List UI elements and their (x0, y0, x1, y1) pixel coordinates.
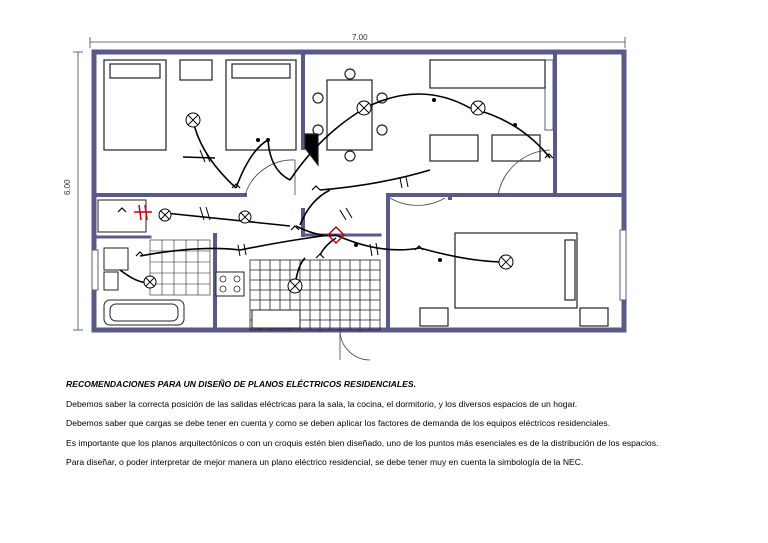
recommendations-section (66, 375, 756, 473)
recommendation-paragraph-2: Debemos saber que cargas se debe tener en cuenta y como se deben aplicar los factores de demanda de los equipos eléctricos residenciales. (66, 418, 611, 429)
dimension-height-label: 6.00 (63, 179, 72, 195)
recommendation-paragraph-3: Es importante que los planos arquitectónicos o con un croquis estén bien diseñado, uno de los puntos más esenciales es de la distribución de los espacios. (66, 437, 659, 448)
bedroom-2-furniture (420, 233, 608, 326)
recommendations-title: RECOMENDACIONES PARA UN DISEÑO DE PLANOS ELÉCTRICOS RESIDENCIALES. (66, 379, 416, 389)
recommendation-paragraph-4: Para diseñar, o poder interpretar de mejor manera un plano eléctrico residencial, se debe tener muy en cuenta la simbología de la NEC. (66, 457, 584, 468)
living-room-furniture (305, 60, 545, 165)
recommendation-paragraph-1: Debemos saber la correcta posición de las salidas eléctricas para la sala, la cocina, el dormitorio, y los diversos espacios de un hogar. (66, 398, 578, 409)
dimension-width-label: 7.00 (352, 33, 368, 42)
bedroom-1-furniture (104, 60, 296, 150)
conduit-marks (200, 150, 408, 256)
